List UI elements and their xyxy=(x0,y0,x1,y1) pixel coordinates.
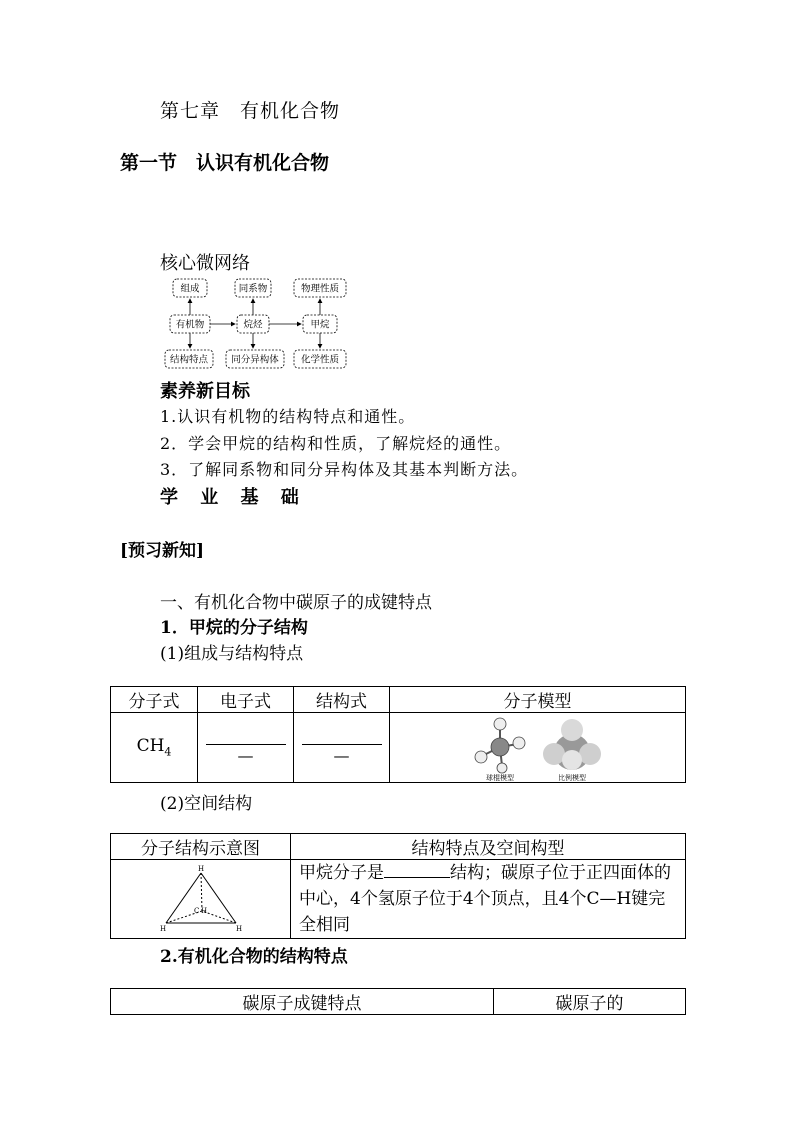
ball-stick-label: 球棍模型 xyxy=(485,773,514,782)
xueye-heading: 学 业 基 础 xyxy=(160,487,307,508)
tetrahedron-diagram xyxy=(156,863,246,935)
svg-text:C: C xyxy=(193,907,199,915)
space-filling-label: 比例模型 xyxy=(557,773,586,782)
heading-methane-structure: 1．甲烷的分子结构 xyxy=(160,618,308,638)
goal-item: 2．学会甲烷的结构和性质，了解烷烃的通性。 xyxy=(160,434,512,453)
heading-organic-structure: 2.有机化合物的结构特点 xyxy=(160,947,348,967)
spatial-structure-table xyxy=(110,833,686,939)
node-label-wanting: 烷烃 xyxy=(243,319,263,331)
heading-composition: (1)组成与结构特点 xyxy=(160,644,304,664)
methane-composition-table xyxy=(110,686,686,783)
goal-item: 3．了解同系物和同分异构体及其基本判断方法。 xyxy=(160,460,529,479)
goals-title: 素养新目标 xyxy=(160,381,250,402)
molecular-formula: $CH_4$ xyxy=(111,713,198,783)
preview-heading: [预习新知] xyxy=(120,541,205,561)
molecular-model-cell xyxy=(390,713,686,783)
table-header: 碳原子的 xyxy=(494,989,686,1015)
carbon-bonding-table xyxy=(110,988,686,1015)
chapter-title: 第七章 有机化合物 xyxy=(160,100,341,122)
section-title: 第一节 认识有机化合物 xyxy=(120,152,330,174)
node-label-wulixingzhi: 物理性质 xyxy=(300,283,340,295)
table-header: 分子模型 xyxy=(390,687,686,713)
table-header: 结构式 xyxy=(294,687,390,713)
svg-text:H: H xyxy=(159,925,166,933)
goal-item: 1.认识有机物的结构特点和通性。 xyxy=(160,407,416,426)
node-label-jiawan: 甲烷 xyxy=(310,319,330,331)
molecular-models-image xyxy=(468,714,608,782)
electron-formula-blank: — xyxy=(198,713,294,783)
svg-text:H: H xyxy=(235,925,242,933)
node-label-jiegoutedian: 结构特点 xyxy=(169,354,209,366)
table-header: 电子式 xyxy=(198,687,294,713)
node-label-zucheng: 组成 xyxy=(180,283,200,295)
svg-text:H: H xyxy=(197,865,204,873)
structure-description: 甲烷分子是 结构；碳原子位于正四面体的中心，4个氢原子位于4个顶点，且4个C—H键完全相同 xyxy=(291,860,686,939)
concept-network-diagram xyxy=(160,276,355,372)
node-label-huaxuexingzhi: 化学性质 xyxy=(300,354,340,366)
heading-carbon-bonding: 一、有机化合物中碳原子的成键特点 xyxy=(160,593,432,613)
network-title: 核心微网络 xyxy=(160,253,250,274)
node-label-tongxiwu: 同系物 xyxy=(238,283,268,295)
space-filling-model xyxy=(543,719,601,770)
table-header: 碳原子成键特点 xyxy=(111,989,494,1015)
node-label-youjiwu: 有机物 xyxy=(175,319,205,331)
table-header: 分子结构示意图 xyxy=(111,834,291,860)
table-header: 结构特点及空间构型 xyxy=(291,834,686,860)
tetrahedron-diagram-cell xyxy=(111,860,291,939)
node-label-tongfenyigouti: 同分异构体 xyxy=(231,354,279,366)
heading-spatial-structure: (2)空间结构 xyxy=(160,794,253,814)
table-header: 分子式 xyxy=(111,687,198,713)
ball-stick-model xyxy=(475,718,525,773)
svg-text:H: H xyxy=(200,907,207,915)
structural-formula-blank: — xyxy=(294,713,390,783)
